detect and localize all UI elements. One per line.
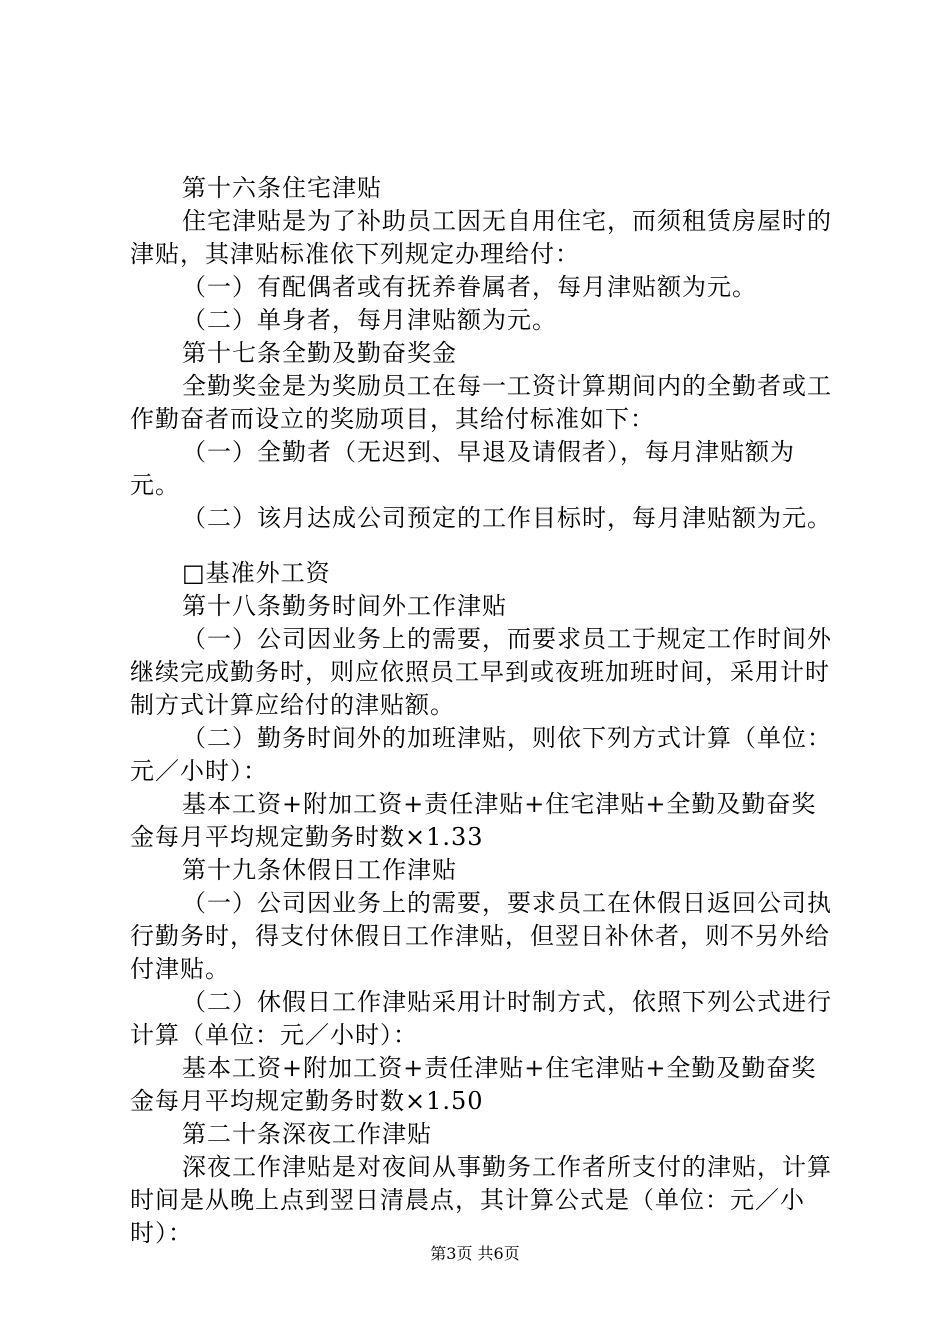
article-19-item-2: （二）休假日工作津贴采用计时制方式，依照下列公式进行计算（单位：元／小时）： — [130, 988, 832, 1049]
article-17-body: 全勤奖金是为奖励员工在每一工资计算期间内的全勤者或工作勤奋者而设立的奖励项目，其给付标准如下： — [130, 372, 832, 433]
article-17-item-2: （二）该月达成公司预定的工作目标时，每月津贴额为元。 — [182, 504, 832, 532]
article-16-heading: 第十六条住宅津贴 — [182, 174, 382, 202]
section-gap — [130, 535, 835, 557]
article-16-item-1: （一）有配偶者或有抚养眷属者，每月津贴额为元。 — [182, 273, 757, 301]
article-20-heading: 第二十条深夜工作津贴 — [182, 1120, 432, 1148]
article-16-item-2: （二）单身者，每月津贴额为元。 — [182, 306, 557, 334]
article-18-item-2: （二）勤务时间外的加班津贴，则依下列方式计算（单位：元／小时）： — [130, 724, 832, 785]
page-footer: 第3页 共6页 — [430, 1244, 520, 1263]
article-17-heading: 第十七条全勤及勤奋奖金 — [182, 339, 457, 367]
article-18-formula: 基本工资+附加工资+责任津贴+住宅津贴+全勤及勤奋奖金每月平均规定勤务时数×1.33 — [130, 790, 817, 851]
article-19-formula: 基本工资+附加工资+责任津贴+住宅津贴+全勤及勤奋奖金每月平均规定勤务时数×1.50 — [130, 1054, 817, 1115]
article-20-body: 深夜工作津贴是对夜间从事勤务工作者所支付的津贴，计算时间是从晚上点到翌日清晨点，其计算公式是（单位：元／小时）： — [130, 1153, 832, 1247]
article-17-item-1: （一）全勤者（无迟到、早退及请假者），每月津贴额为元。 — [130, 438, 795, 499]
article-19-heading: 第十九条休假日工作津贴 — [182, 856, 457, 884]
article-16-body: 住宅津贴是为了补助员工因无自用住宅，而须租赁房屋时的津贴，其津贴标准依下列规定办理给付： — [130, 207, 832, 268]
document-body — [130, 172, 835, 1250]
article-18-heading: 第十八条勤务时间外工作津贴 — [182, 592, 507, 620]
article-18-item-1: （一）公司因业务上的需要，而要求员工于规定工作时间外继续完成勤务时，则应依照员工早到或夜班加班时间，采用计时制方式计算应给付的津贴额。 — [130, 625, 832, 719]
section-heading-extra-wages: □基准外工资 — [182, 559, 331, 587]
article-19-item-1: （一）公司因业务上的需要，要求员工在休假日返回公司执行勤务时，得支付休假日工作津贴，但翌日补休者，则不另外给付津贴。 — [130, 889, 832, 983]
